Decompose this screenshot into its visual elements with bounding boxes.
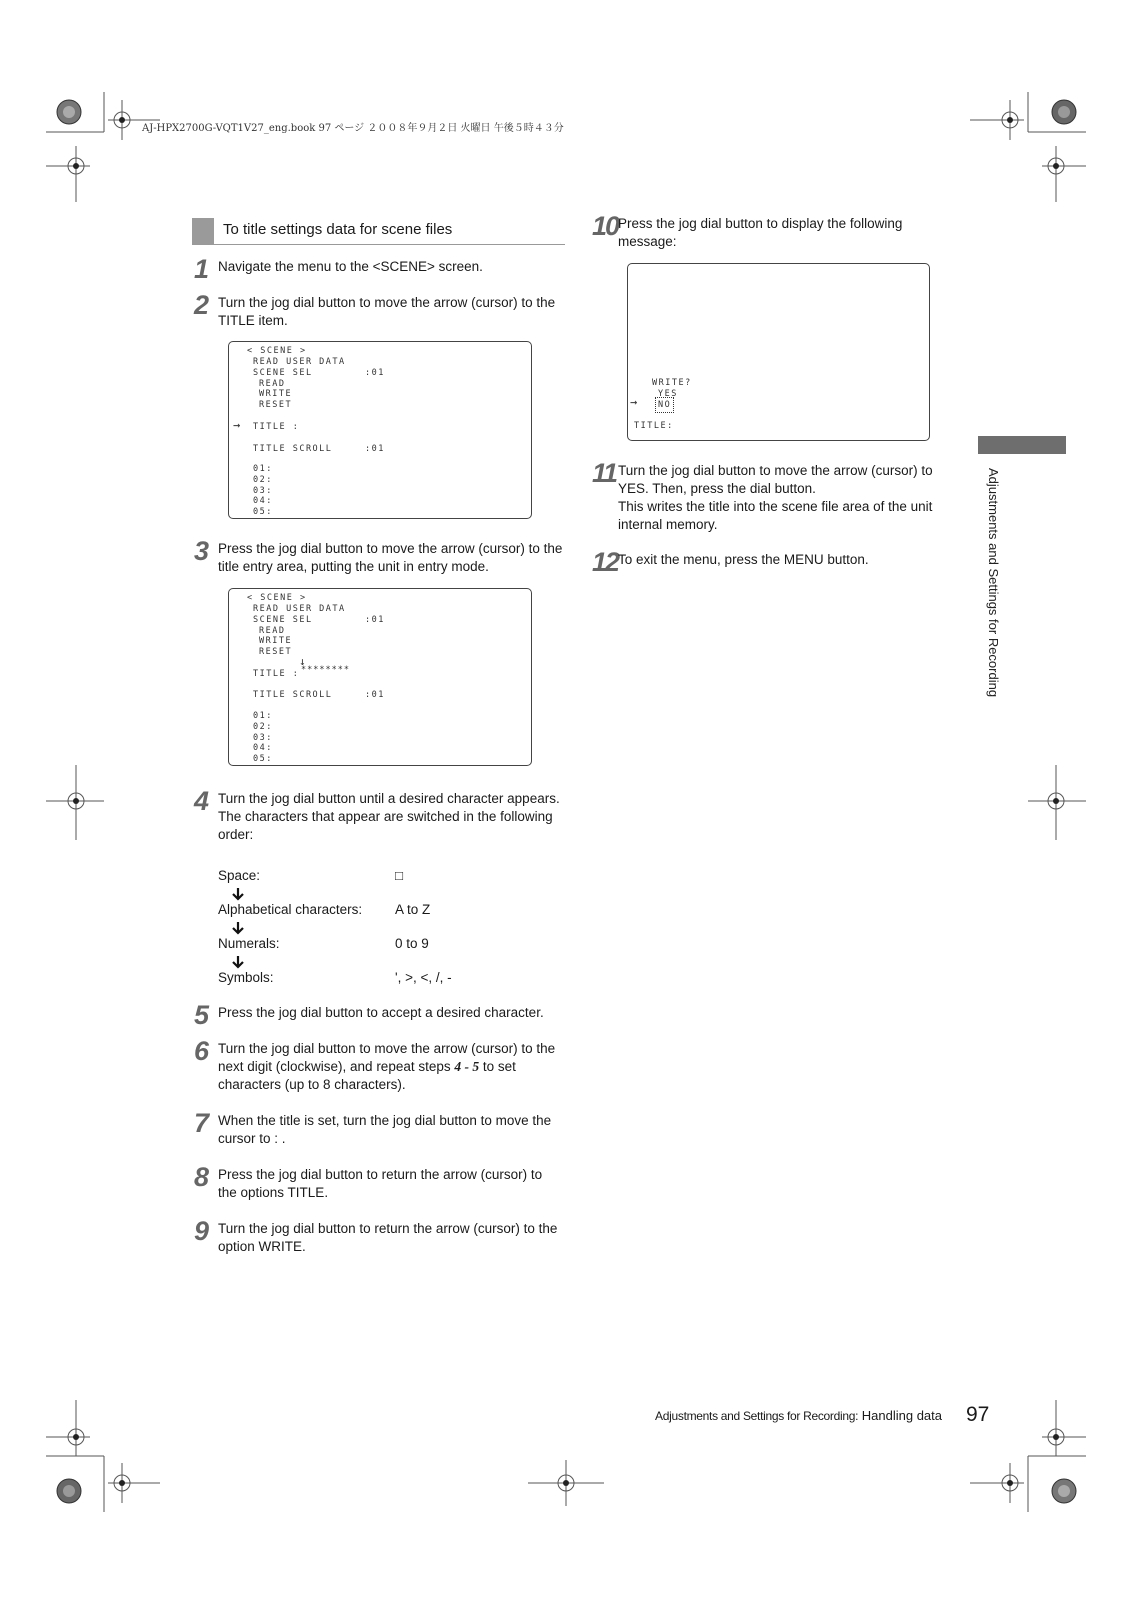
step-number: 2 [194, 290, 208, 320]
menu-screen-scene-title [228, 341, 532, 519]
print-header: AJ-HPX2700G-VQT1V27_eng.book 97 ページ ２００８年９月２日 火曜日 午後５時４３分 [142, 123, 564, 134]
section-heading [192, 218, 565, 245]
screen-item: SCENE SEL [253, 615, 313, 625]
title-entry-placeholder: ******** [301, 665, 350, 675]
step-reference: 4 - 5 [454, 1059, 480, 1074]
cursor-down-arrow-icon: ↓ [299, 655, 308, 668]
screen-value: :01 [365, 444, 385, 454]
screen-item: READ [259, 626, 286, 636]
write-prompt: WRITE? [652, 378, 692, 388]
screen-slot: 05: [253, 507, 273, 517]
screen-item: TITLE : [253, 422, 300, 432]
option-no: NO [658, 400, 672, 410]
step-number: 12 [592, 547, 619, 577]
step-text [218, 1040, 563, 1094]
step-text-part: to set characters (up to 8 characters). [218, 1059, 516, 1092]
chapter-side-label: Adjustments and Settings for Recording [986, 468, 1001, 698]
step-text-line: The characters that appear are switched in the following order: [218, 809, 553, 842]
footer-section [655, 1408, 942, 1423]
step-number: 5 [194, 1000, 208, 1030]
menu-screen-write-confirm [627, 263, 930, 441]
step-number: 9 [194, 1216, 208, 1246]
screen-item: RESET [259, 400, 293, 410]
screen-slot: 01: [253, 464, 273, 474]
step-text: Turn the jog dial button to move the arrow (cursor) to the TITLE item. [218, 295, 556, 328]
screen-item: TITLE : [253, 669, 300, 679]
step-text [218, 790, 563, 844]
screen-slot: 03: [253, 486, 273, 496]
step-text: Press the jog dial button to accept a desired character. [218, 1005, 544, 1020]
step-text: Press the jog dial button to move the arrow (cursor) to the title entry area, putting the unit in entry mode. [218, 541, 563, 574]
screen-slot: 02: [253, 475, 273, 485]
screen-header: < SCENE > [247, 593, 307, 603]
screen-item: TITLE SCROLL [253, 690, 333, 700]
option-yes: YES [658, 389, 678, 399]
screen-value: :01 [365, 690, 385, 700]
step-text [618, 462, 958, 534]
step-number: 6 [194, 1036, 208, 1066]
order-label: Alphabetical characters: [218, 902, 363, 917]
screen-value: :01 [365, 368, 385, 378]
step-text-line: Turn the jog dial button to move the arrow (cursor) to YES. Then, press the dial button. [618, 463, 933, 496]
screen-slot: 04: [253, 743, 273, 753]
step-text: Navigate the menu to the <SCENE> screen. [218, 259, 483, 274]
page-number: 97 [966, 1403, 990, 1426]
screen-item: WRITE [259, 389, 293, 399]
step-text: To exit the menu, press the MENU button. [618, 552, 869, 567]
order-label: Space: [218, 868, 261, 883]
cursor-arrow-icon: → [233, 418, 242, 432]
step-number: 11 [592, 458, 617, 488]
step-number: 7 [194, 1108, 208, 1138]
step-text: When the title is set, turn the jog dial button to move the cursor to : . [218, 1113, 552, 1146]
arrow-down-icon [230, 920, 246, 936]
step-number: 8 [194, 1162, 208, 1192]
screen-item: READ USER DATA [253, 604, 346, 614]
menu-screen-title-entry [228, 588, 532, 766]
footer-chapter: Adjustments and Settings for Recording: [655, 1409, 859, 1423]
step-number: 1 [194, 254, 208, 284]
step-text-part: Turn the jog dial button to move the arrow (cursor) to the next digit (clockwise), and repeat steps [218, 1041, 556, 1074]
cursor-arrow-icon: → [630, 395, 639, 409]
step-number: 3 [194, 536, 208, 566]
screen-item: RESET [259, 647, 293, 657]
section-heading-bar [192, 218, 214, 244]
screen-slot: 02: [253, 722, 273, 732]
step-number: 4 [194, 786, 208, 816]
step-text-line: This writes the title into the scene file area of the unit internal memory. [618, 499, 933, 532]
step-text-line: Turn the jog dial button until a desired character appears. [218, 791, 560, 806]
order-label: Symbols: [218, 970, 274, 985]
screen-item: WRITE [259, 636, 293, 646]
screen-item: READ [259, 379, 286, 389]
arrow-down-icon [230, 886, 246, 902]
order-label: Numerals: [218, 936, 280, 951]
order-value: □ [395, 868, 404, 883]
step-number: 10 [592, 211, 619, 241]
step-text: Turn the jog dial button to return the arrow (cursor) to the option WRITE. [218, 1221, 558, 1254]
screen-slot: 04: [253, 496, 273, 506]
screen-slot: 01: [253, 711, 273, 721]
screen-slot: 03: [253, 733, 273, 743]
order-value: 0 to 9 [395, 936, 429, 951]
screen-item: TITLE SCROLL [253, 444, 333, 454]
screen-value: :01 [365, 615, 385, 625]
screen-item: TITLE: [634, 421, 674, 431]
chapter-tab [978, 436, 1066, 454]
section-title: To title settings data for scene files [223, 221, 453, 238]
step-text: Press the jog dial button to display the following message: [618, 216, 903, 249]
screen-slot: 05: [253, 754, 273, 764]
screen-header: < SCENE > [247, 346, 307, 356]
screen-item: SCENE SEL [253, 368, 313, 378]
order-value: ', >, <, /, - [395, 970, 452, 985]
step-text: Press the jog dial button to return the arrow (cursor) to the options TITLE. [218, 1167, 543, 1200]
footer-topic: Handling data [861, 1408, 942, 1423]
screen-item: READ USER DATA [253, 357, 346, 367]
order-value: A to Z [395, 902, 431, 917]
arrow-down-icon [230, 954, 246, 970]
